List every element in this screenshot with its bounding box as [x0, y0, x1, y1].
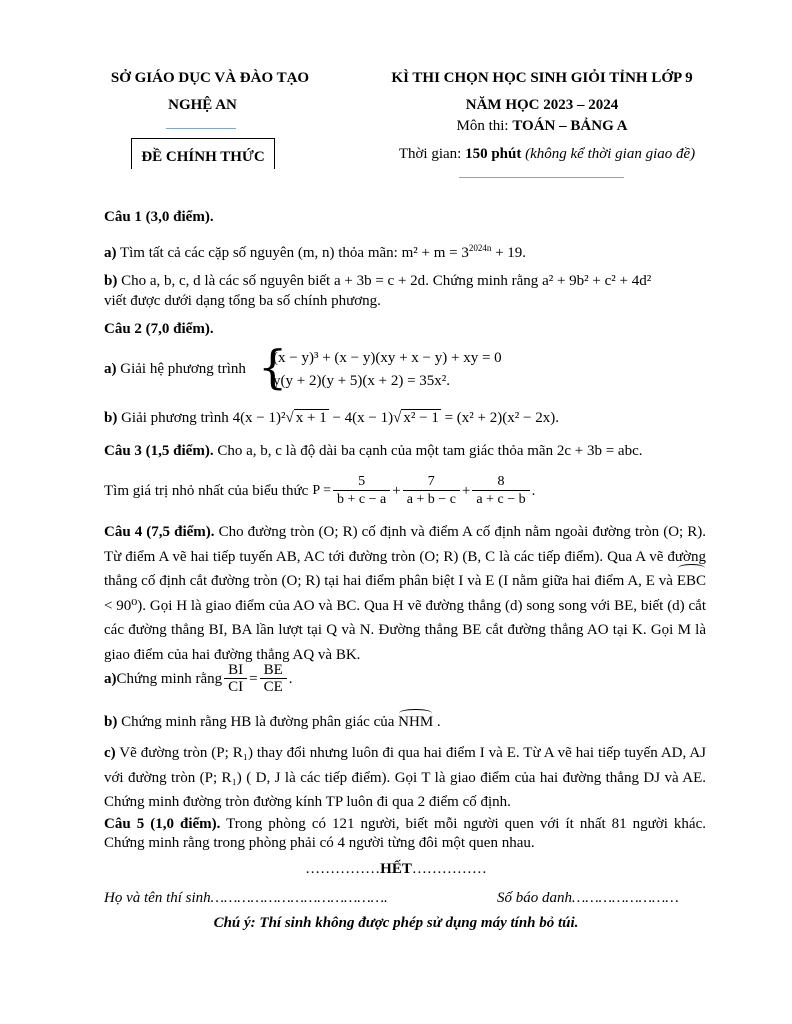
- q5-title: Câu 5 (1,0 điểm).: [104, 816, 221, 832]
- q5-text: Trong phòng có 121 người, biết mỗi người quen với ít nhất 81 người khác. Chứng minh rằng trong phòng phải có 4 người từng đôi một quen nhau.: [104, 816, 706, 851]
- q1-b-vars: a, b, c, d: [149, 273, 201, 289]
- header-underline-left: [166, 128, 236, 129]
- header-underline-right: [459, 177, 624, 178]
- q1-b-label: b): [104, 273, 118, 289]
- q1-b-text: Cho: [117, 273, 150, 289]
- q3-text1: Cho: [213, 443, 247, 459]
- q1-part-b: [104, 269, 714, 313]
- q3-line1: [104, 443, 724, 460]
- end-word: HẾT: [380, 861, 412, 877]
- q4-part-a: a) Chứng minh rằng $\frac{BI}{CI}$ = $\frac{BE}{CE}$ .: [104, 662, 293, 695]
- q4-text1: Cho đường tròn (O; R) cố định và điểm A cố định nằm ngoài đường tròn (O; R). Từ điểm A vẽ hai tiếp tuyến AB, AC tới đường tròn (O; R) (B, C là các tiếp điểm). Qua A vẽ đường thẳng cố định cắt đường tròn (O; R) tại hai điểm phân biệt I và E (I nằm giữa hai điểm A, E và: [104, 524, 707, 589]
- q3-text2: là độ dài ba cạnh của một tam giác thỏa mãn: [281, 443, 557, 459]
- time-note: (không kể thời gian giao đề): [521, 146, 696, 162]
- q2-b-part2: − 4(x − 1): [328, 410, 394, 426]
- q4-a-text: Chứng minh rằng: [116, 670, 223, 687]
- q4-b-hb: HB: [230, 714, 252, 730]
- q4-a-fraction-2: $\frac{BE}{CE}$: [260, 662, 287, 696]
- system-eq1: (x − y)³ + (x − y)(xy + x − y) + xy = 0: [273, 350, 502, 366]
- system-brace: {: [258, 340, 288, 394]
- q4-body: [104, 520, 706, 667]
- q2-title: Câu 2 (7,0 điểm).: [104, 321, 214, 337]
- q4-text2: < 90⁰). Gọi H là giao điểm của AO và BC. Qua H vẽ đường thẳng (d) song song với BE, biết (d) cắt các đường thẳng BI, BA lần lượt tại Q và N. Đường thẳng BE cắt đường thẳng AO tại K. Gọi M là giao điểm của hai đường thẳng AQ và BK.: [104, 597, 706, 663]
- q2-b-sqrt2: x² − 1: [403, 410, 439, 426]
- end-marker: ……………HẾT……………: [305, 861, 487, 877]
- official-label: ĐỀ CHÍNH THỨC: [141, 149, 265, 165]
- q3-condition: 2c + 3b = abc: [556, 443, 639, 459]
- q4-b-label: b): [104, 714, 118, 730]
- q2-b-part1: 4(x − 1)²: [232, 410, 286, 426]
- q3-text3: .: [638, 443, 643, 459]
- school-year: NĂM HỌC 2023 – 2024: [465, 97, 619, 113]
- footer-note: Chú ý: Thí sinh không được phép sử dụng máy tính bỏ túi.: [213, 915, 579, 931]
- province-name: NGHỆ AN: [168, 97, 237, 113]
- candidate-id-field: Số báo danh……………………: [497, 890, 679, 906]
- time-label: Thời gian:: [398, 146, 466, 162]
- q4-b-text2: là đường phân giác của: [251, 714, 399, 730]
- q1-a-label: a): [104, 245, 117, 261]
- q1-a-text2: thỏa mãn:: [334, 245, 402, 261]
- candidate-name-field: Họ và tên thí sinh………………………………….: [104, 890, 388, 906]
- q1-part-a: [104, 236, 714, 265]
- q4-b-angle-nhm: NHM: [398, 714, 434, 730]
- q1-a-text: Tìm tất cả các cặp số nguyên: [116, 245, 298, 261]
- department-name: SỞ GIÁO DỤC VÀ ĐÀO TẠO: [110, 70, 310, 86]
- q3-vars: a, b, c: [246, 443, 282, 459]
- q4-c-label: c): [104, 745, 116, 761]
- q3-fraction-3: $\frac{8}{a + c - b}$: [472, 474, 529, 508]
- time-line: [382, 146, 712, 163]
- q3-fraction-2: $\frac{7}{a + b - c}$: [403, 474, 460, 508]
- q2-a-label: a): [104, 361, 117, 377]
- q1-b-text4: viết được dưới dạng tổng ba số chính phương.: [104, 293, 381, 309]
- q1-a-lhs: m² + m = 3: [401, 245, 469, 261]
- q4-part-b: b) Chứng minh rằng HB là đường phân giác của NHM .: [104, 714, 441, 730]
- q3-fraction-1: $\frac{5}{b + c - a}$: [333, 474, 390, 508]
- q4-b-text: Chứng minh rằng: [117, 714, 231, 730]
- q5-body: [104, 815, 706, 853]
- q4-title: Câu 4 (7,5 điểm).: [104, 524, 215, 540]
- q2-b-text: Giải phương trình: [117, 410, 233, 426]
- q2-b-label: b): [104, 410, 118, 426]
- q1-b-expression: a² + 9b² + c² + 4d²: [542, 273, 652, 289]
- q1-title: Câu 1 (3,0 điểm).: [104, 209, 214, 225]
- q2-b-sqrt1: x + 1: [295, 410, 327, 426]
- q1-b-condition: a + 3b = c + 2d: [333, 273, 426, 289]
- q4-a-label: a): [104, 670, 117, 687]
- q1-a-exponent: 2024n: [468, 243, 492, 253]
- q2-part-a-label: [104, 361, 246, 378]
- q4-angle-ebc: EBC: [677, 569, 706, 594]
- q4-a-fraction-1: $\frac{BI}{CI}$: [224, 662, 247, 696]
- system-eq2: y(y + 2)(y + 5)(x + 2) = 35x².: [273, 373, 451, 389]
- q3-title: Câu 3 (1,5 điểm).: [104, 443, 214, 459]
- subject-line: [372, 118, 712, 135]
- q1-a-rhs: + 19.: [491, 245, 527, 261]
- q4-c-text: Vẽ đường tròn (P; R₁) thay đổi nhưng luôn đi qua hai điểm I và E. Từ A vẽ hai tiếp tuyến AD, AJ với đường tròn (P; R₁) ( D, J là các tiếp điểm). Gọi T là giao điểm của hai đường thẳng DJ và AE. Chứng minh đường tròn đường kính TP luôn đi qua 2 điểm cố định.: [104, 745, 706, 810]
- q1-a-vars: (m, n): [297, 245, 335, 261]
- q4-part-c: [104, 741, 706, 815]
- q2-b-part3: = (x² + 2)(x² − 2x).: [440, 410, 559, 426]
- exam-title: KÌ THI CHỌN HỌC SINH GIỎI TỈNH LỚP 9: [391, 70, 693, 86]
- subject-value: TOÁN – BẢNG A: [512, 118, 628, 134]
- q3-line2: Tìm giá trị nhỏ nhất của biểu thức P = $\frac{5}{b + c - a}$ + $\frac{7}{a + b - c}$ + $\frac{8}{a + c - b}$ .: [104, 474, 536, 507]
- q1-b-text3: . Chứng minh rằng: [425, 273, 543, 289]
- q1-b-text2: là các số nguyên biết: [200, 273, 334, 289]
- subject-label: Môn thi:: [456, 118, 513, 134]
- q3-line2-text: Tìm giá trị nhỏ nhất của biểu thức: [104, 482, 309, 499]
- q2-part-b: b) Giải phương trình 4(x − 1)²√ x + 1 − 4(x − 1)√ x² − 1 = (x² + 2)(x² − 2x).: [104, 410, 559, 426]
- time-value: 150 phút: [465, 146, 522, 162]
- q3-p: P =: [312, 483, 331, 498]
- q2-a-text: Giải hệ phương trình: [116, 361, 246, 377]
